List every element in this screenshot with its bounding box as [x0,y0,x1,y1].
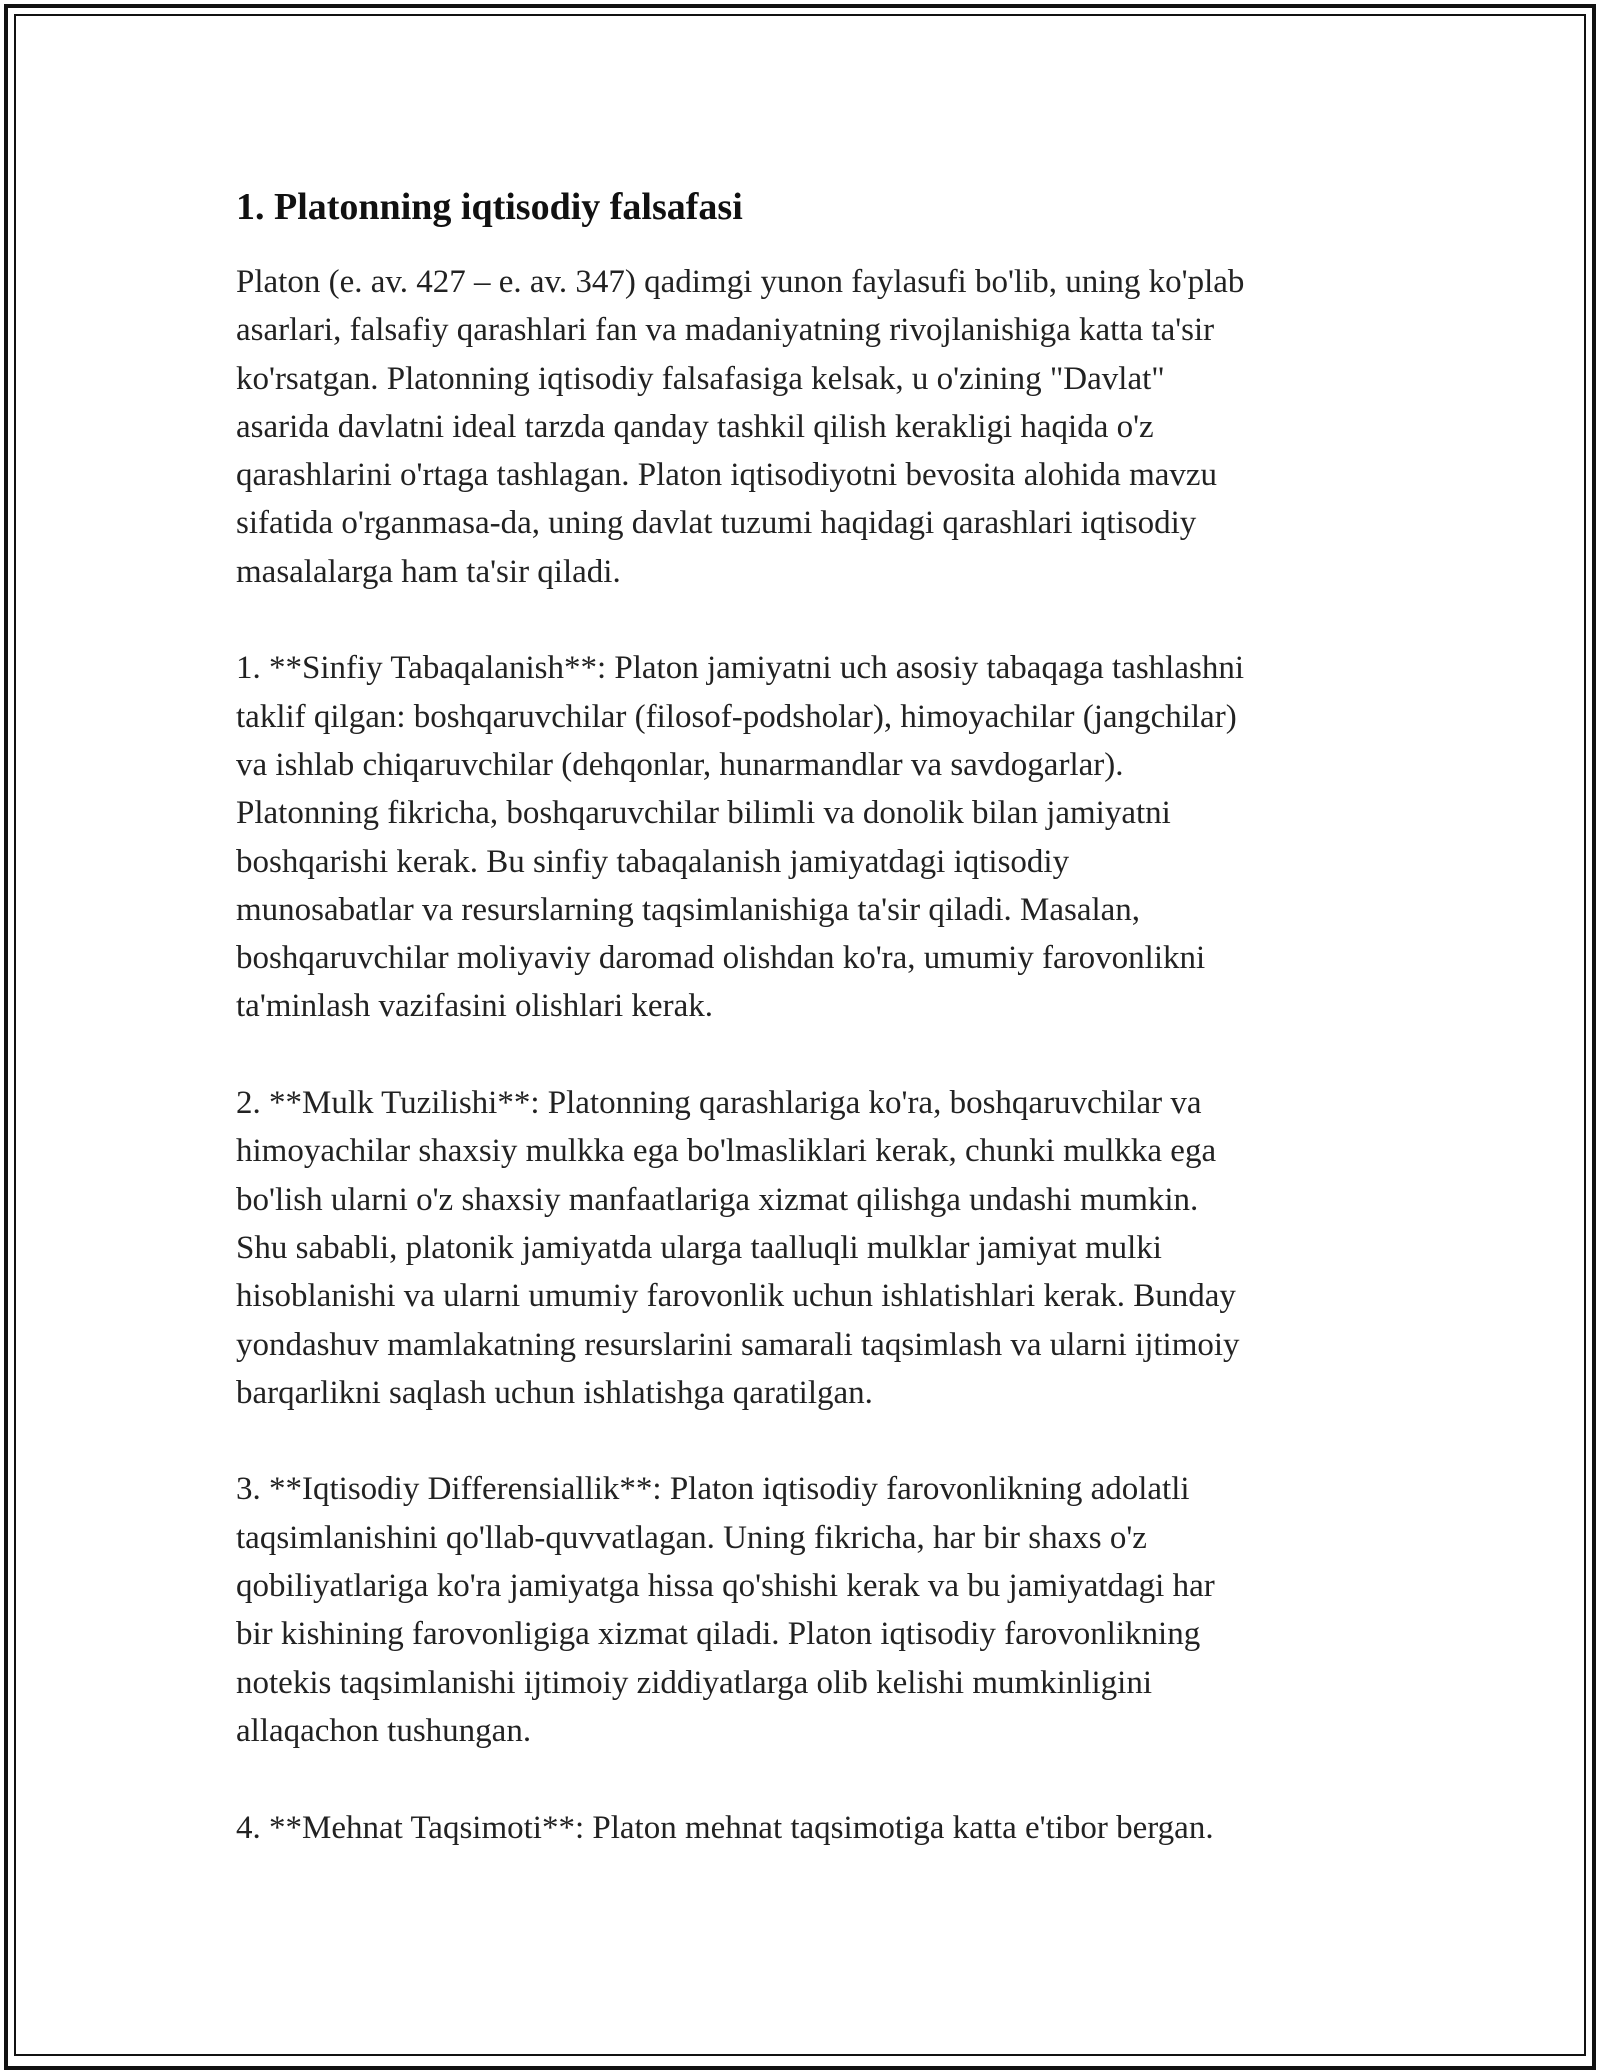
paragraph-mulk-tuzilishi: 2. **Mulk Tuzilishi**: Platonning qarashlariga ko'ra, boshqaruvchilar va himoyachilar shaxsiy mulkka ega bo'lmasliklari kerak, chunki mulkka ega bo'lish ularni o'z shaxsiy manfaatlariga xizmat qilishga undashi mumkin. Shu sababli, platonik jamiyatda ularga taalluqli mulklar jamiyat mulki hisoblanishi va ularni umumiy farovonlik uchun ishlatishlari kerak. Bunday yondashuv mamlakatning resurslarini samarali taqsimlash va ularni ijtimoiy barqarlikni saqlash uchun ishlatishga qaratilgan. [236,1085,1240,1411]
paragraph-iqtisodiy-differensiallik: 3. **Iqtisodiy Differensiallik**: Platon iqtisodiy farovonlikning adolatli taqsimlanishini qo'llab-quvvatlagan. Uning fikricha, har bir shaxs o'z qobiliyatlariga ko'ra jamiyatga hissa qo'shishi kerak va bu jamiyatdagi har bir kishining farovonligiga xizmat qiladi. Platon iqtisodiy farovonlikning notekis taqsimlanishi ijtimoiy ziddiyatlarga olib kelishi mumkinligini allaqachon tushungan. [236,1471,1215,1749]
document-body [236,182,1386,1852]
paragraph-sinfiy-tabaqalanish: 1. **Sinfiy Tabaqalanish**: Platon jamiyatni uch asosiy tabaqaga tashlashni taklif qilgan: boshqaruvchilar (filosof-podsholar), himoyachilar (jangchilar) va ishlab chiqaruvchilar (dehqonlar, hunarmandlar va savdogarlar). Platonning fikricha, boshqaruvchilar bilimli va donolik bilan jamiyatni boshqarishi kerak. Bu sinfiy tabaqalanish jamiyatdagi iqtisodiy munosabatlar va resurslarning taqsimlanishiga ta'sir qiladi. Masalan, boshqaruvchilar moliyaviy daromad olishdan ko'ra, umumiy farovonlikni ta'minlash vazifasini olishlari kerak. [236,650,1244,1025]
document-title: 1. Platonning iqtisodiy falsafasi [236,186,743,228]
paragraph-mehnat-taqsimoti: 4. **Mehnat Taqsimoti**: Platon mehnat taqsimotiga katta e'tibor bergan. [236,1809,1214,1846]
intro-paragraph: Platon (e. av. 427 – e. av. 347) qadimgi yunon faylasufi bo'lib, uning ko'plab asarlari, falsafiy qarashlari fan va madaniyatning rivojlanishiga katta ta'sir ko'rsatgan. Platonning iqtisodiy falsafasiga kelsak, u o'zining "Davlat" asarida davlatni ideal tarzda qanday tashkil qilish kerakligi haqida o'z qarashlarini o'rtaga tashlagan. Platon iqtisodiyotni bevosita alohida mavzu sifatida o'rganmasa-da, uning davlat tuzumi haqidagi qarashlari iqtisodiy masalalarga ham ta'sir qiladi. [236,264,1245,590]
